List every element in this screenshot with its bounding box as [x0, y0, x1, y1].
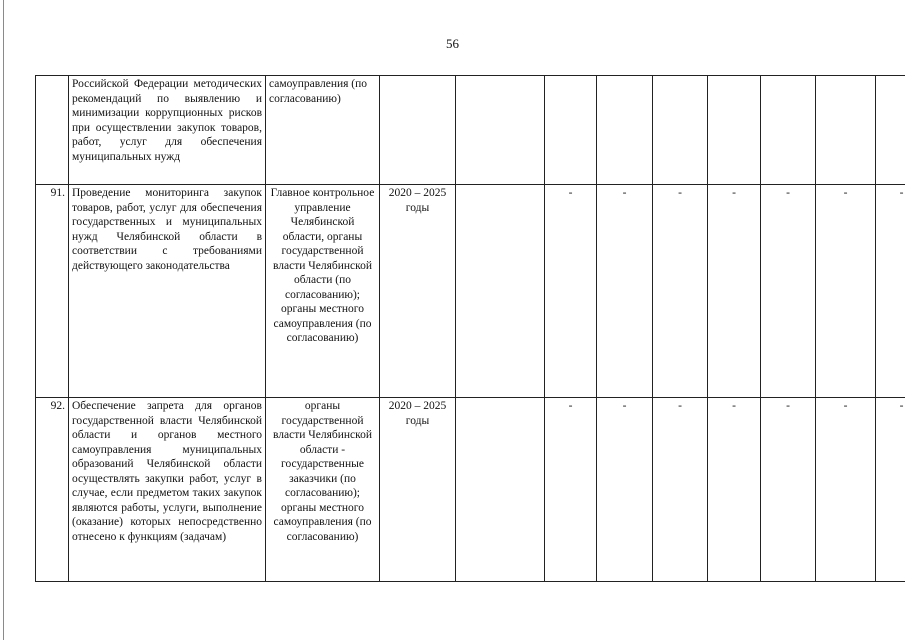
funding-cell: -	[653, 398, 708, 582]
measure-description: Обеспечение запрета для органов государственной власти Челябинской области и органов местного самоуправления муниципальных образований Челябинской области осуществлять закупки работ, услуг в случае, если предметом таких закупок являются работы, услуги, выполнение (оказание) которых непосредственно отнесено к функциям (задачам)	[69, 398, 266, 582]
page-number: 56	[446, 36, 459, 51]
row-number: 91.	[36, 185, 69, 398]
responsible-executor: органы государственной власти Челябинской области - государственные заказчики (по согласованию); органы местного самоуправления (по согласованию)	[266, 398, 380, 582]
row-number: 92.	[36, 398, 69, 582]
row-number	[36, 76, 69, 185]
funding-cell: -	[545, 398, 597, 582]
funding-cell: -	[876, 398, 905, 582]
implementation-term	[380, 76, 456, 185]
funding-cell: -	[597, 185, 653, 398]
implementation-term: 2020 – 2025 годы	[380, 185, 456, 398]
funding-cell	[708, 76, 761, 185]
funding-cell	[653, 76, 708, 185]
measure-description: Проведение мониторинга закупок товаров, работ, услуг для обеспечения государственных и муниципальных нужд Челябинской области в соответствии с требованиями действующего законодательства	[69, 185, 266, 398]
funding-cell	[456, 185, 545, 398]
funding-cell: -	[653, 185, 708, 398]
funding-cell: -	[708, 398, 761, 582]
implementation-term: 2020 – 2025 годы	[380, 398, 456, 582]
table-row	[36, 185, 905, 398]
measures-table	[35, 75, 905, 582]
table-row	[36, 398, 905, 582]
funding-cell	[456, 76, 545, 185]
funding-cell: -	[545, 185, 597, 398]
funding-cell: -	[597, 398, 653, 582]
funding-cell: -	[816, 398, 876, 582]
funding-cell	[876, 76, 905, 185]
funding-cell: -	[761, 185, 816, 398]
funding-cell	[761, 76, 816, 185]
funding-cell: -	[876, 185, 905, 398]
measure-description: Российской Федерации методических рекомендаций по выявлению и минимизации коррупционных рисков при осуществлении закупок товаров, работ, услуг для обеспечения муниципальных нужд	[69, 76, 266, 185]
funding-cell: -	[816, 185, 876, 398]
funding-cell	[456, 398, 545, 582]
funding-cell	[816, 76, 876, 185]
funding-cell	[545, 76, 597, 185]
responsible-executor: самоуправления (по согласованию)	[266, 76, 380, 185]
page-left-edge	[3, 0, 4, 640]
funding-cell: -	[761, 398, 816, 582]
funding-cell	[597, 76, 653, 185]
funding-cell: -	[708, 185, 761, 398]
table-row	[36, 76, 905, 185]
responsible-executor: Главное контрольное управление Челябинской области, органы государственной власти Челябинской области (по согласованию); органы местного самоуправления (по согласованию)	[266, 185, 380, 398]
